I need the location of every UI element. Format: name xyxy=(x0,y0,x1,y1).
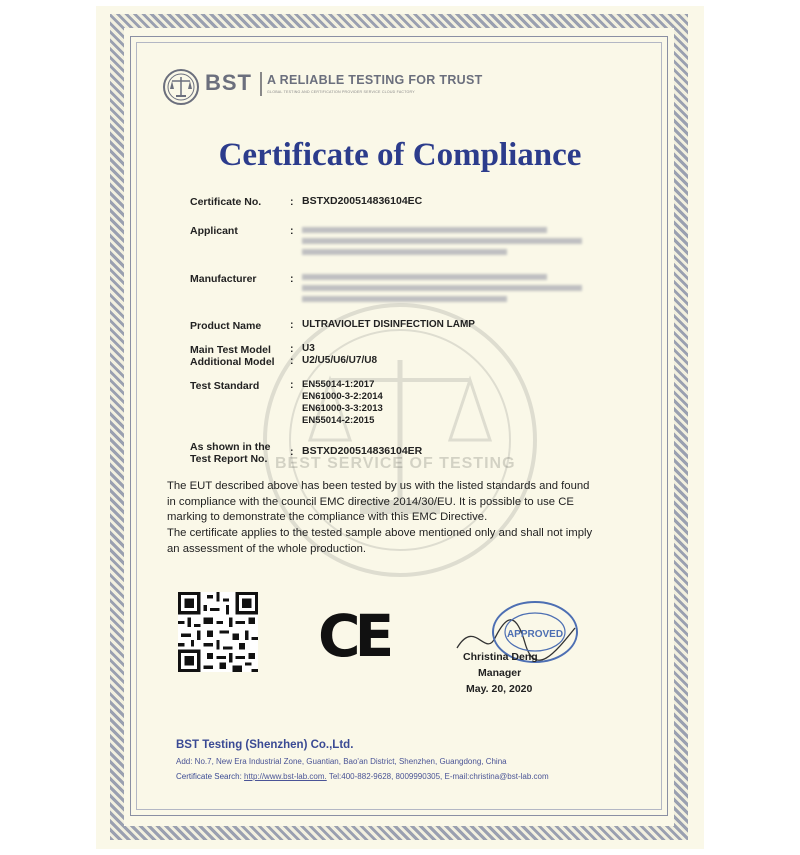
compliance-statement xyxy=(167,479,637,558)
applicant-redacted xyxy=(302,227,547,233)
colon: : xyxy=(290,273,294,285)
company-name: BST Testing (Shenzhen) Co.,Ltd. xyxy=(176,739,354,751)
colon: : xyxy=(290,446,294,458)
main-test-model-value: U3 xyxy=(302,343,315,354)
company-address: Add: No.7, New Era Industrial Zone, Guantian, Bao'an District, Shenzhen, Guangdong, China xyxy=(176,757,507,766)
certificate-search-line xyxy=(176,772,549,781)
colon: : xyxy=(290,319,294,331)
main-test-model-label: Main Test Model xyxy=(190,344,271,356)
stamp-text: APPROVED xyxy=(506,629,564,640)
contact-info: Tel:400-882-9628, 8009990305, E-mail:christina@bst-lab.com xyxy=(328,772,549,781)
brand-name: BST xyxy=(205,70,252,95)
statement-line: marking to demonstrate the compliance with this EMC Directive. xyxy=(167,511,488,524)
test-report-label-line1: As shown in the xyxy=(190,441,271,453)
signatory-name: Christina Deng xyxy=(463,651,538,663)
test-report-value: BSTXD200514836104ER xyxy=(302,445,423,457)
manufacturer-redacted xyxy=(302,274,547,280)
test-standard-value: EN55014-1:2017 xyxy=(302,379,375,390)
colon: : xyxy=(290,343,294,355)
tagline: A RELIABLE TESTING FOR TRUST xyxy=(267,73,483,87)
certificate-title: Certificate of Compliance xyxy=(218,137,582,173)
brand-divider xyxy=(260,72,262,96)
colon: : xyxy=(290,196,294,208)
statement-line: an assessment of the whole production. xyxy=(167,542,367,555)
additional-model-label: Additional Model xyxy=(190,356,275,368)
applicant-label: Applicant xyxy=(190,225,238,237)
statement-line: The certificate applies to the tested sample above mentioned only and shall not imply xyxy=(167,527,593,540)
watermark-text: BEST SERVICE OF TESTING xyxy=(275,455,516,472)
applicant-redacted xyxy=(302,238,582,244)
applicant-redacted xyxy=(302,249,507,255)
statement-line: The EUT described above has been tested by us with the listed standards and found xyxy=(167,480,590,492)
search-label: Certificate Search: xyxy=(176,772,242,781)
manufacturer-redacted xyxy=(302,285,582,291)
signature-date: May. 20, 2020 xyxy=(466,683,533,695)
certificate-no-value: BSTXD200514836104EC xyxy=(302,195,423,207)
colon: : xyxy=(290,355,294,367)
product-name-value: ULTRAVIOLET DISINFECTION LAMP xyxy=(302,319,475,330)
additional-model-value: U2/U5/U6/U7/U8 xyxy=(302,355,378,366)
bst-logo-icon xyxy=(162,68,200,106)
test-report-label-line2: Test Report No. xyxy=(190,453,268,465)
tagline-sub: GLOBAL TESTING AND CERTIFICATION PROVIDER SERVICE CLOUD FACTORY xyxy=(267,90,415,94)
test-standard-value: EN61000-3-2:2014 xyxy=(302,391,383,402)
manufacturer-label: Manufacturer xyxy=(190,273,257,285)
test-standard-label: Test Standard xyxy=(190,380,260,392)
product-name-label: Product Name xyxy=(190,320,262,332)
test-standard-value: EN55014-2:2015 xyxy=(302,415,375,426)
ce-mark: CE xyxy=(318,602,389,670)
test-standard-value: EN61000-3-3:2013 xyxy=(302,403,383,414)
qr-code-icon[interactable] xyxy=(178,592,258,672)
certificate-no-label: Certificate No. xyxy=(190,196,262,208)
colon: : xyxy=(290,225,294,237)
statement-line: in compliance with the council EMC directive 2014/30/EU. It is possible to use CE xyxy=(167,495,574,508)
signatory-role: Manager xyxy=(478,667,522,679)
colon: : xyxy=(290,379,294,391)
search-link[interactable]: http://www.bst-lab.com. xyxy=(244,772,327,781)
manufacturer-redacted xyxy=(302,296,507,302)
